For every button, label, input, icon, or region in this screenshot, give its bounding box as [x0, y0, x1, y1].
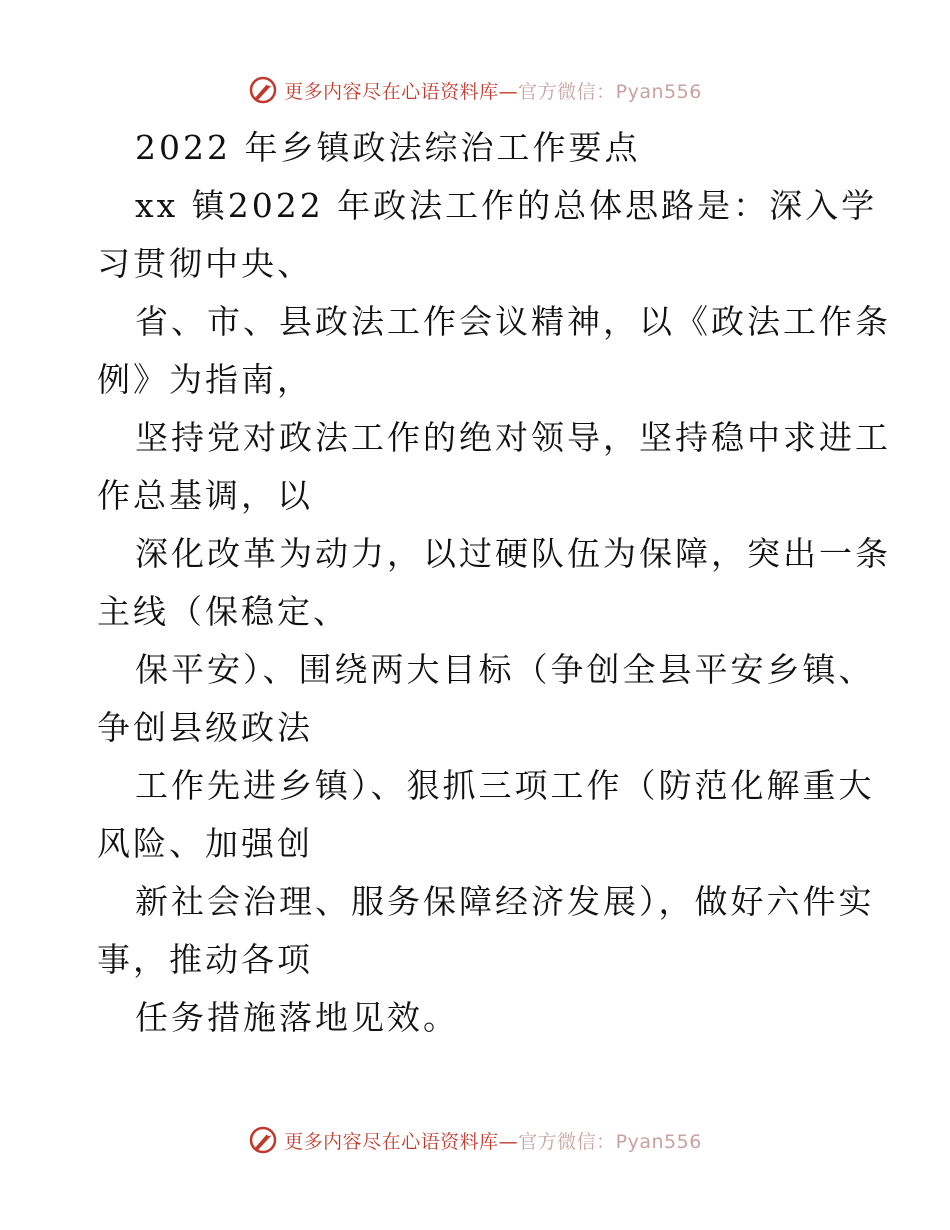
- body-line-2: 习贯彻中央、: [97, 244, 313, 283]
- body-line-12: 风险、加强创: [97, 824, 313, 863]
- footer-banner-wechat: 官方微信：Pyan556: [518, 1130, 702, 1153]
- body-line-3: 省、市、县政法工作会议精神，以《政法工作条: [135, 302, 891, 341]
- pen-nib-logo-icon: [248, 75, 278, 105]
- body-line-5: 坚持党对政法工作的绝对领导，坚持稳中求进工: [135, 418, 891, 457]
- body-line-6: 作总基调，以: [97, 476, 313, 515]
- pen-nib-logo-icon: [248, 1125, 278, 1155]
- body-line-1: xx 镇2022 年政法工作的总体思路是：深入学: [135, 186, 878, 225]
- body-line-4: 例》为指南，: [97, 360, 313, 399]
- body-line-11: 工作先进乡镇）、狠抓三项工作（防范化解重大: [135, 766, 875, 805]
- footer-banner-inner: [248, 1125, 702, 1155]
- body-line-14: 事，推动各项: [97, 940, 313, 979]
- document-title: 2022 年乡镇政法综治工作要点: [135, 128, 641, 167]
- body-line-15: 任务措施落地见效。: [135, 998, 459, 1037]
- header-banner-wechat: 官方微信：Pyan556: [518, 80, 702, 103]
- footer-banner-separator: —: [498, 1130, 519, 1153]
- footer-banner: [0, 1120, 950, 1160]
- body-line-10: 争创县级政法: [97, 708, 313, 747]
- header-banner: [0, 70, 950, 110]
- body-line-13: 新社会治理、服务保障经济发展），做好六件实: [135, 882, 875, 921]
- header-banner-inner: [248, 75, 702, 105]
- body-line-9: 保平安）、围绕两大目标（争创全县平安乡镇、: [135, 650, 875, 689]
- body-line-8: 主线（保稳定、: [97, 592, 349, 631]
- footer-banner-main: 更多内容尽在心语资料库: [284, 1130, 499, 1153]
- body-line-7: 深化改革为动力，以过硬队伍为保障，突出一条: [135, 534, 891, 573]
- header-banner-separator: —: [498, 80, 519, 103]
- footer-banner-text: [284, 1127, 702, 1154]
- header-banner-main: 更多内容尽在心语资料库: [284, 80, 499, 103]
- header-banner-text: [284, 77, 702, 104]
